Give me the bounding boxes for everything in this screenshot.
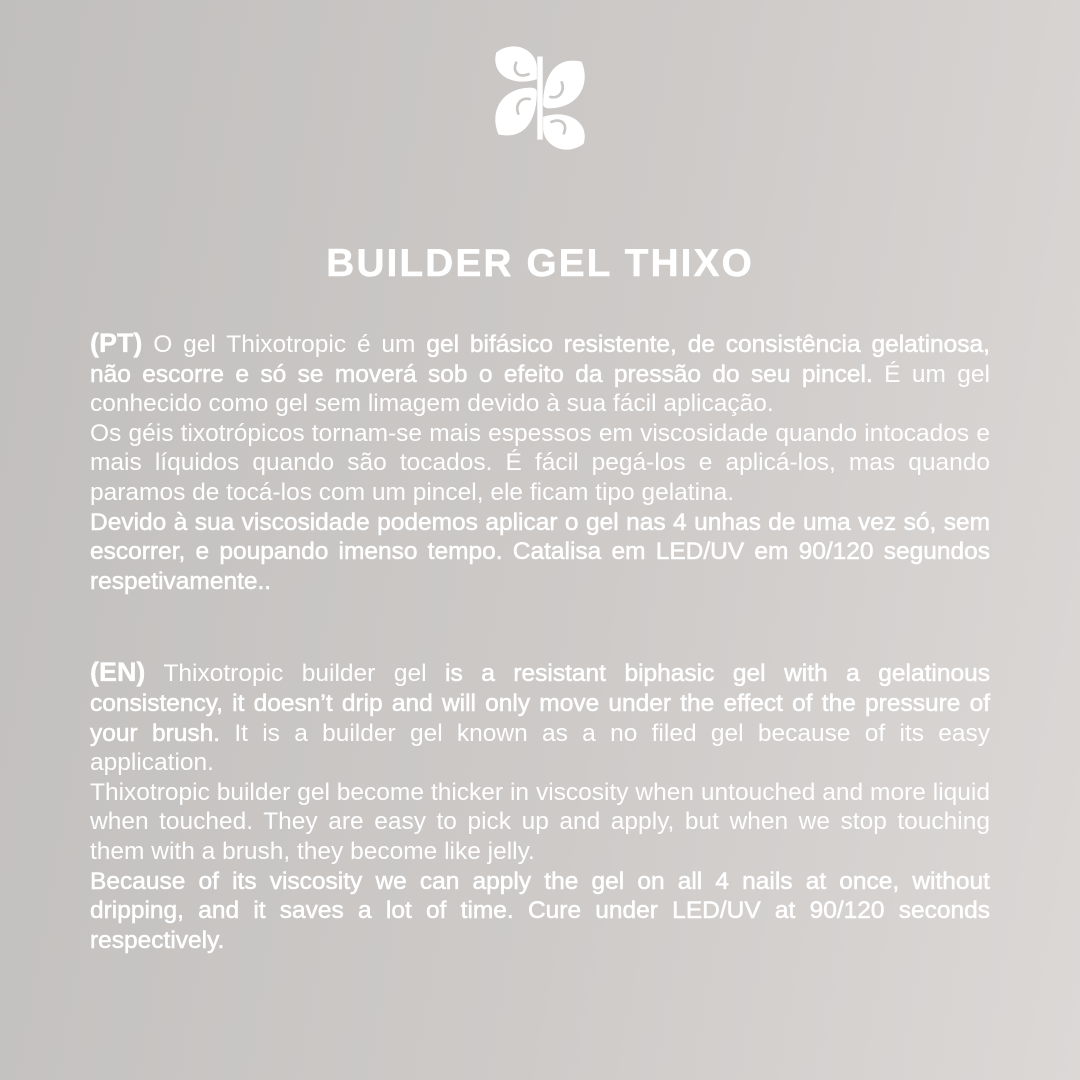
paragraph <box>90 778 990 867</box>
text-segment: Os géis tixotrópicos tornam-se mais espessos em viscosidade quando intocados e mais líquidos quando são tocados. É fácil pegá-los e aplicá-los, mas quando paramos de tocá-los com um pincel, ele ficam tipo gelatina. <box>90 419 990 506</box>
paragraph <box>90 658 990 777</box>
brand-logo <box>490 44 590 152</box>
en-description-section <box>90 658 990 955</box>
text-segment: Because of its viscosity we can apply the gel on all 4 nails at once, without dripping, and it saves a lot of time. Cure under LED/UV at 90/120 seconds respectively. <box>90 867 990 954</box>
leaf-top-right <box>543 61 585 109</box>
text-segment: Thixotropic builder gel <box>145 660 446 688</box>
text-segment: É um gel conhecido como gel sem limagem devido à sua fácil aplicação. <box>90 360 990 418</box>
text-segment: O gel Thixotropic é um <box>142 331 427 358</box>
text-segment: is a resistant biphasic gel with a gelatinous consistency, it doesn’t drip and will only move under the effect of the pressure of your brush. <box>90 660 990 747</box>
paragraph <box>90 419 990 508</box>
paragraph <box>90 508 990 597</box>
text-segment: Thixotropic builder gel become thicker in viscosity when untouched and more liquid when touched. They are easy to pick up and apply, but when we stop touching them with a brush, they become like jelly. <box>90 778 990 865</box>
logo-stem <box>537 56 542 139</box>
text-segment: Devido à sua viscosidade podemos aplicar o gel nas 4 unhas de uma vez só, sem escorrer, e poupando imenso tempo. Catalisa em LED/UV em 90/120 segundos respetivamente.. <box>90 508 990 595</box>
paragraph <box>90 867 990 956</box>
paragraph <box>90 329 990 419</box>
text-segment: It is a builder gel known as a no filed gel because of its easy application. <box>90 719 990 777</box>
text-segment: gel bifásico resistente, de consistência gelatinosa, não escorre e só se moverá sob o efeito da pressão do seu pincel. <box>90 331 990 388</box>
text-segment: (PT) <box>90 328 143 358</box>
text-segment: (EN) <box>90 657 146 688</box>
description-content <box>90 329 990 955</box>
pt-description-section <box>90 329 990 596</box>
product-title: BUILDER GEL THIXO <box>326 242 754 285</box>
four-leaf-monogram-icon <box>490 44 590 152</box>
